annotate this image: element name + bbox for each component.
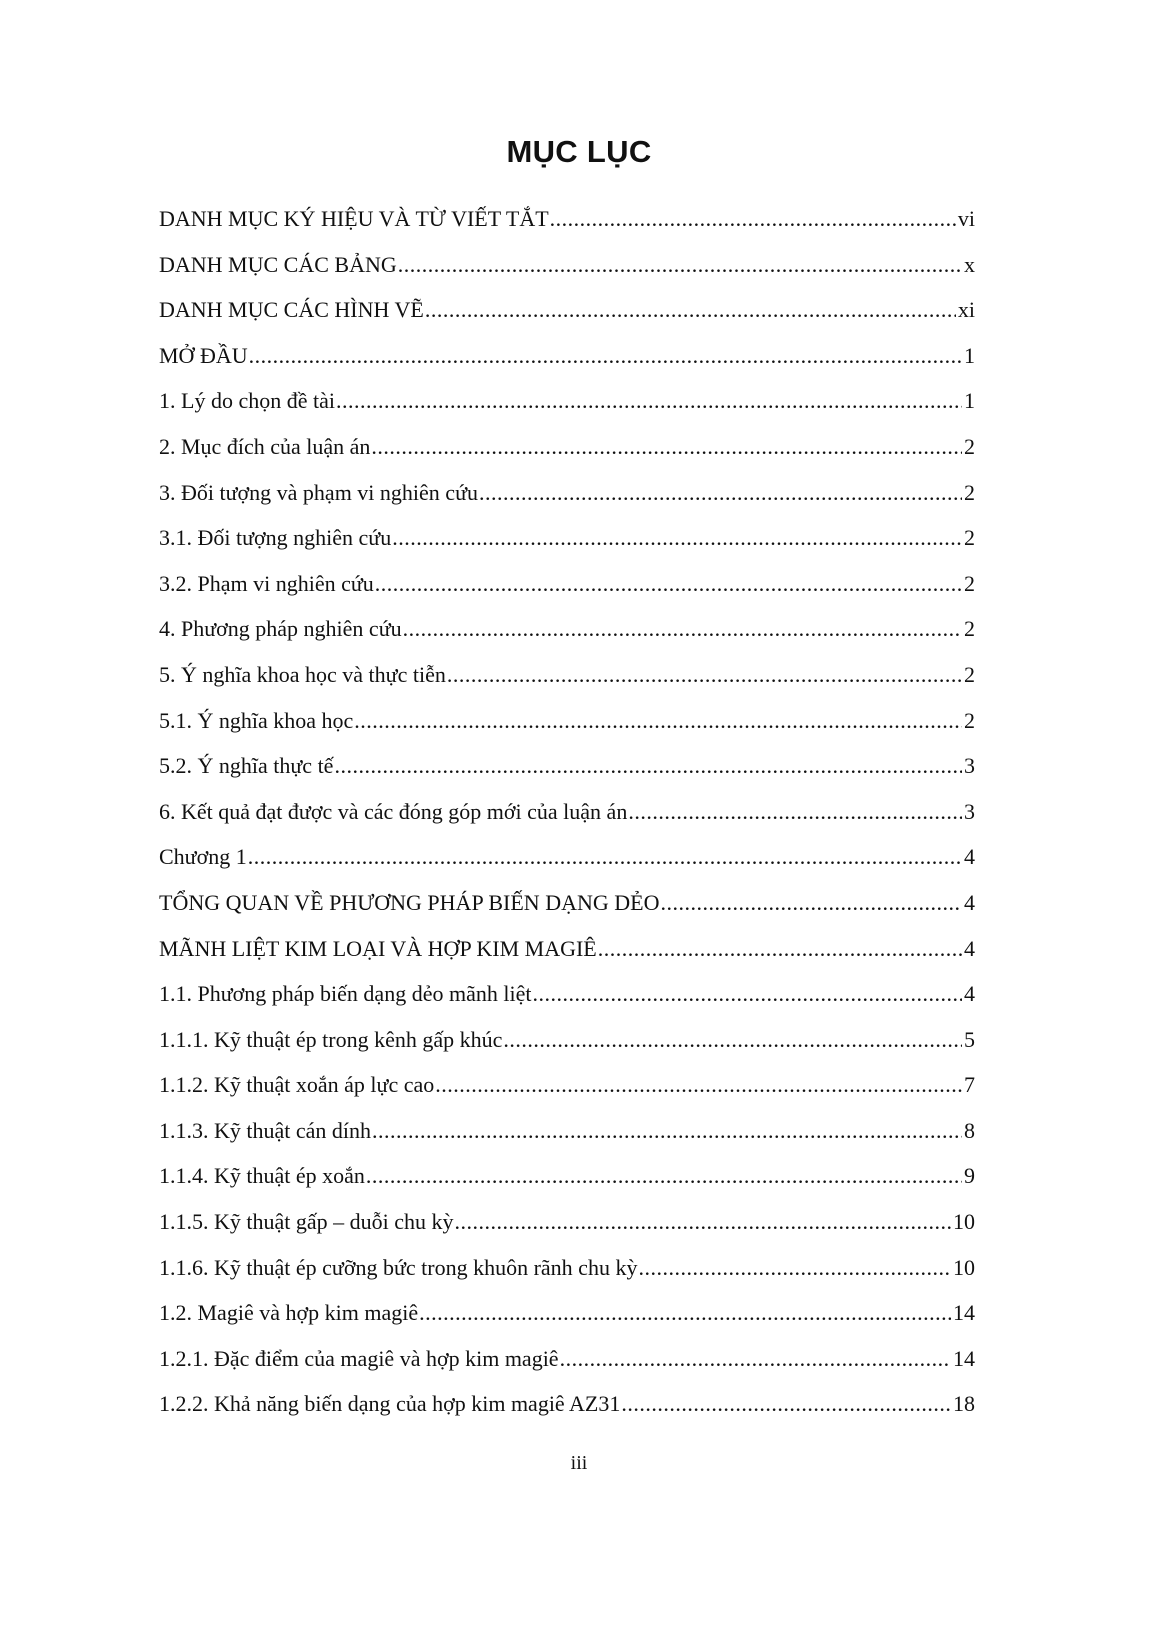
toc-entry[interactable] bbox=[159, 616, 975, 662]
toc-entry-page: x bbox=[964, 251, 975, 277]
toc-entry[interactable] bbox=[159, 708, 975, 754]
toc-dot-leader bbox=[598, 936, 962, 962]
toc-entry-page: 2 bbox=[964, 661, 975, 687]
toc-dot-leader bbox=[503, 1027, 962, 1053]
toc-entry-page: 10 bbox=[953, 1254, 975, 1280]
toc-entry-page: 10 bbox=[953, 1209, 975, 1235]
toc-entry-page: 4 bbox=[964, 844, 975, 870]
toc-entry-page: 2 bbox=[964, 479, 975, 505]
toc-entry[interactable] bbox=[159, 799, 975, 845]
toc-dot-leader bbox=[336, 388, 962, 414]
toc-entry[interactable] bbox=[159, 1255, 975, 1301]
toc-entry-page: 5 bbox=[964, 1026, 975, 1052]
toc-dot-leader bbox=[249, 343, 962, 369]
toc-dot-leader bbox=[560, 1346, 951, 1372]
toc-entry-page: 2 bbox=[964, 433, 975, 459]
toc-entry-label: MỞ ĐẦU bbox=[159, 342, 248, 368]
page-number: iii bbox=[570, 1452, 588, 1474]
toc-entry[interactable] bbox=[159, 206, 975, 252]
toc-entry-page: 2 bbox=[964, 570, 975, 596]
toc-entry-label: 3. Đối tượng và phạm vi nghiên cứu bbox=[159, 479, 478, 505]
toc-entry-label: 1.1. Phương pháp biến dạng dẻo mãnh liệt bbox=[159, 981, 532, 1007]
toc-entry-label: DANH MỤC CÁC BẢNG bbox=[159, 251, 397, 277]
toc-dot-leader bbox=[550, 206, 956, 232]
toc-dot-leader bbox=[447, 662, 962, 688]
toc-dot-leader bbox=[532, 981, 962, 1007]
toc-entry-page: 4 bbox=[964, 889, 975, 915]
toc-entry[interactable] bbox=[159, 1163, 975, 1209]
toc-entry-page: 7 bbox=[964, 1072, 975, 1098]
toc-entry-page: 2 bbox=[964, 525, 975, 551]
toc-entry-label: 2. Mục đích của luận án bbox=[159, 433, 371, 459]
toc-entry-label: TỔNG QUAN VỀ PHƯƠNG PHÁP BIẾN DẠNG DẺO bbox=[159, 889, 660, 915]
toc-entry-page: 3 bbox=[964, 753, 975, 779]
toc-entry-label: 1. Lý do chọn đề tài bbox=[159, 388, 335, 414]
toc-entry-page: 14 bbox=[953, 1300, 975, 1326]
toc-dot-leader bbox=[435, 1072, 962, 1098]
toc-entry-label: 3.2. Phạm vi nghiên cứu bbox=[159, 570, 374, 596]
toc-entry-label: 1.1.2. Kỹ thuật xoắn áp lực cao bbox=[159, 1072, 435, 1098]
toc-entry-page: 1 bbox=[964, 342, 975, 368]
toc-entry-page: 2 bbox=[964, 616, 975, 642]
toc-entry[interactable] bbox=[159, 981, 975, 1027]
toc-entry-label: MÃNH LIỆT KIM LOẠI VÀ HỢP KIM MAGIÊ bbox=[159, 935, 597, 961]
toc-entry-label: 1.1.4. Kỹ thuật ép xoắn bbox=[159, 1163, 365, 1189]
toc-entry[interactable] bbox=[159, 844, 975, 890]
toc-entry[interactable] bbox=[159, 1118, 975, 1164]
toc-entry-label: 1.2.1. Đặc điểm của magiê và hợp kim magiê bbox=[159, 1345, 559, 1371]
toc-dot-leader bbox=[419, 1300, 951, 1326]
toc-dot-leader bbox=[371, 434, 962, 460]
toc-entry-label: 4. Phương pháp nghiên cứu bbox=[159, 616, 402, 642]
toc-entry-label: 5.2. Ý nghĩa thực tế bbox=[159, 753, 334, 779]
toc-entry[interactable] bbox=[159, 343, 975, 389]
toc-entry-page: 3 bbox=[964, 798, 975, 824]
toc-dot-leader bbox=[354, 708, 962, 734]
toc-entry-page: 1 bbox=[964, 388, 975, 414]
toc-entry-page: 8 bbox=[964, 1117, 975, 1143]
toc-entry-label: Chương 1 bbox=[159, 844, 247, 870]
toc-entry-page: 9 bbox=[964, 1163, 975, 1189]
toc-dot-leader bbox=[334, 753, 962, 779]
toc-entry[interactable] bbox=[159, 525, 975, 571]
toc-entry[interactable] bbox=[159, 297, 975, 343]
toc-dot-leader bbox=[455, 1209, 951, 1235]
toc-entry[interactable] bbox=[159, 1346, 975, 1392]
toc-entry[interactable] bbox=[159, 1300, 975, 1346]
toc-entry[interactable] bbox=[159, 1072, 975, 1118]
toc-entry-label: DANH MỤC KÝ HIỆU VÀ TỪ VIẾT TẮT bbox=[159, 206, 549, 231]
toc-dot-leader bbox=[366, 1163, 962, 1189]
page-title: MỤC LỤC bbox=[506, 134, 652, 169]
toc-entry-page: 4 bbox=[964, 981, 975, 1007]
toc-dot-leader bbox=[660, 890, 962, 916]
toc-entry-page: 4 bbox=[964, 935, 975, 961]
toc-entry[interactable] bbox=[159, 1391, 975, 1437]
toc-entry[interactable] bbox=[159, 252, 975, 298]
toc-entry[interactable] bbox=[159, 1027, 975, 1073]
table-of-contents bbox=[159, 206, 975, 1437]
toc-dot-leader bbox=[638, 1255, 951, 1281]
toc-entry-label: 5.1. Ý nghĩa khoa học bbox=[159, 707, 354, 733]
toc-dot-leader bbox=[621, 1391, 951, 1417]
toc-dot-leader bbox=[372, 1118, 962, 1144]
toc-dot-leader bbox=[403, 616, 962, 642]
toc-entry-page: 2 bbox=[964, 707, 975, 733]
toc-entry[interactable] bbox=[159, 1209, 975, 1255]
toc-entry[interactable] bbox=[159, 753, 975, 799]
toc-entry[interactable] bbox=[159, 936, 975, 982]
toc-dot-leader bbox=[628, 799, 962, 825]
toc-entry[interactable] bbox=[159, 388, 975, 434]
toc-entry-page: 14 bbox=[953, 1345, 975, 1371]
toc-entry[interactable] bbox=[159, 434, 975, 480]
toc-entry-label: 1.1.5. Kỹ thuật gấp – duỗi chu kỳ bbox=[159, 1209, 454, 1235]
toc-entry-label: DANH MỤC CÁC HÌNH VẼ bbox=[159, 297, 424, 323]
toc-dot-leader bbox=[248, 844, 962, 870]
toc-entry-label: 1.1.3. Kỹ thuật cán dính bbox=[159, 1117, 372, 1143]
toc-entry-page: xi bbox=[957, 297, 975, 323]
toc-entry-page: 18 bbox=[953, 1391, 975, 1417]
toc-dot-leader bbox=[425, 297, 956, 323]
toc-entry-label: 1.2. Magiê và hợp kim magiê bbox=[159, 1300, 419, 1326]
toc-entry[interactable] bbox=[159, 480, 975, 526]
toc-dot-leader bbox=[479, 480, 962, 506]
toc-entry-label: 6. Kết quả đạt được và các đóng góp mới của luận án bbox=[159, 798, 628, 824]
toc-entry[interactable] bbox=[159, 571, 975, 617]
toc-entry[interactable] bbox=[159, 662, 975, 708]
toc-entry-label: 1.1.6. Kỹ thuật ép cưỡng bức trong khuôn rãnh chu kỳ bbox=[159, 1254, 638, 1280]
toc-entry-page: vi bbox=[957, 206, 975, 231]
toc-dot-leader bbox=[375, 571, 962, 597]
toc-dot-leader bbox=[392, 525, 962, 551]
toc-entry-label: 1.1.1. Kỹ thuật ép trong kênh gấp khúc bbox=[159, 1026, 503, 1052]
toc-entry-label: 5. Ý nghĩa khoa học và thực tiễn bbox=[159, 661, 446, 687]
toc-entry-label: 3.1. Đối tượng nghiên cứu bbox=[159, 525, 392, 551]
toc-entry-label: 1.2.2. Khả năng biến dạng của hợp kim magiê AZ31 bbox=[159, 1391, 621, 1417]
toc-dot-leader bbox=[398, 252, 962, 278]
toc-entry[interactable] bbox=[159, 890, 975, 936]
